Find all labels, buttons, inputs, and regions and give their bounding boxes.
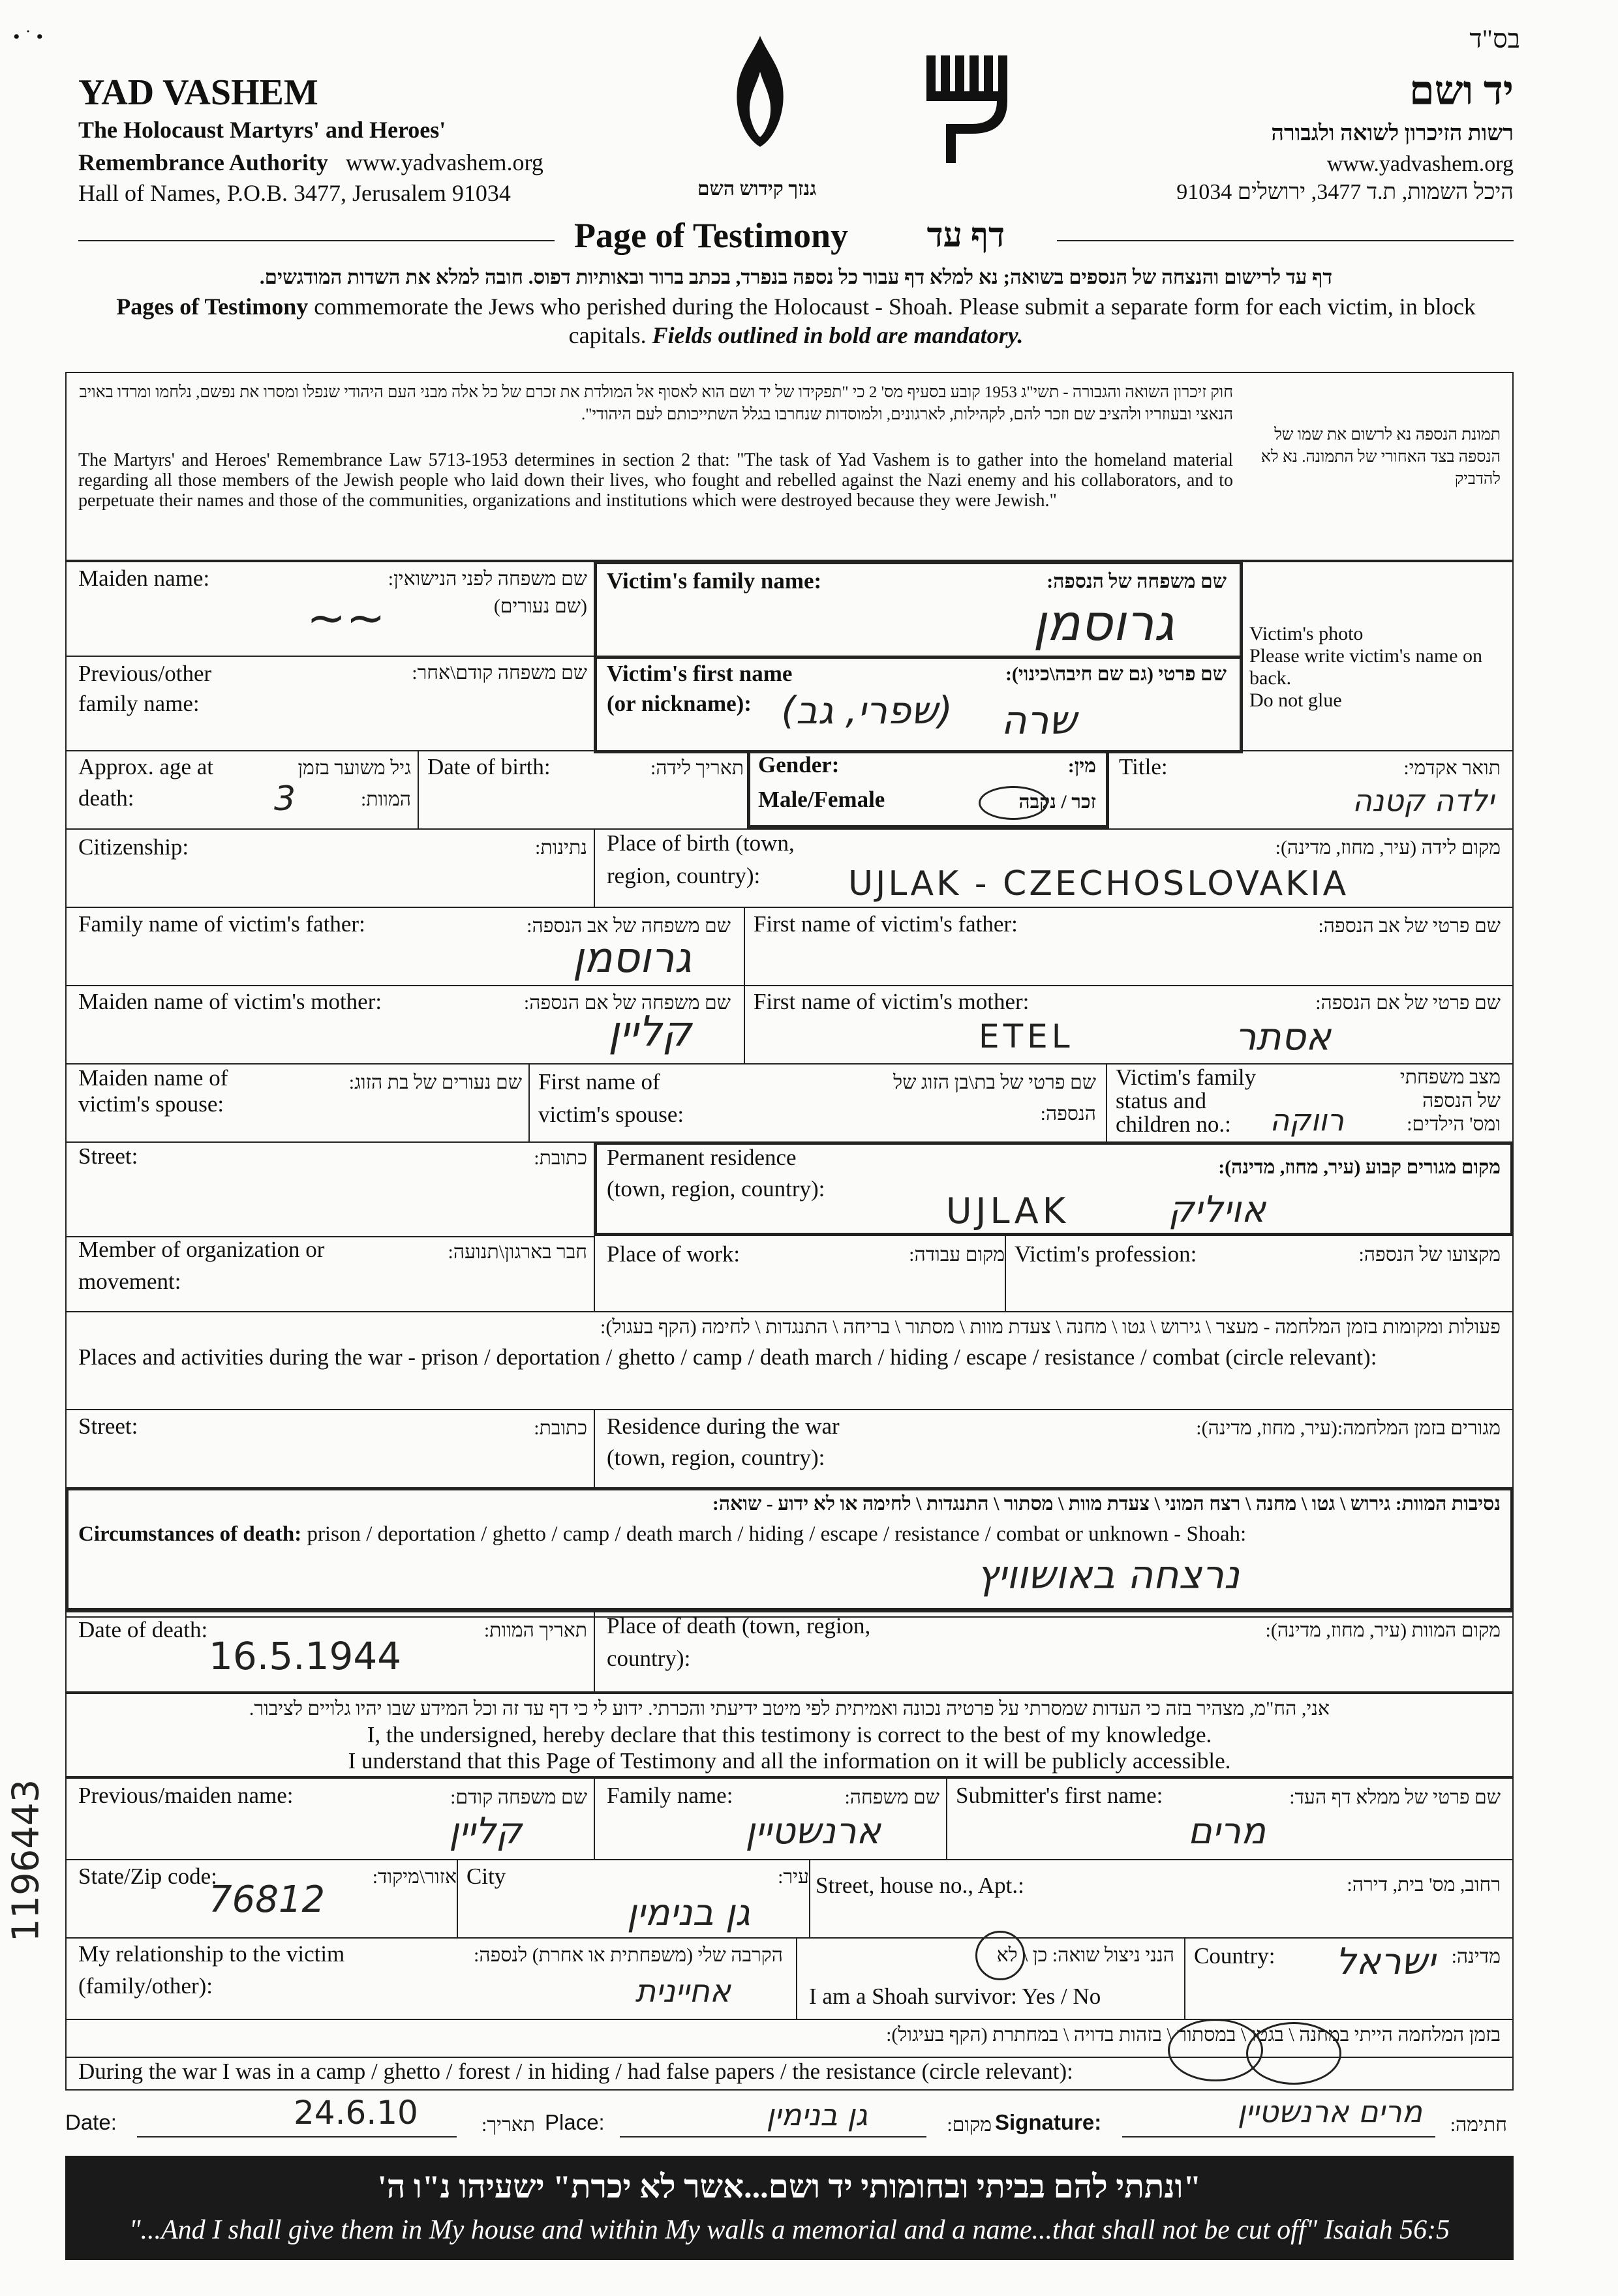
mother-maiden-label: Maiden name of victim's mother: <box>78 989 382 1014</box>
page-title-he: דף עד <box>926 217 1005 254</box>
photo-en-3: Do not glue <box>1249 689 1342 711</box>
subtitle-en-1: The Holocaust Martyrs' and Heroes' <box>78 117 446 143</box>
family-status-value: רווקה <box>1270 1102 1344 1138</box>
sub-first-label: Submitter's first name: <box>956 1783 1163 1808</box>
row4-bottom <box>65 907 1514 908</box>
sub-row-b-bottom <box>65 1937 1514 1939</box>
sub-camp-en: During the war I was in a camp / ghetto / forest / in hiding / had false papers / the resistance (circle relevant): <box>78 2059 1073 2084</box>
dod-label-he: תאריך המוות: <box>483 1620 587 1641</box>
declaration-he: אני, הח"מ, מצהיר בזה כי העדות שמסרתי על פרטיה נכונה ואמיתית לפי מיטב ידיעתי והכרתי. ידוע לי כי דף עד זה וכל המידע שבו יהיו גלויים לציבור. <box>249 1698 1330 1719</box>
footer-en: "...And I shall give them in My house and within My walls a memorial and a name...that shall not be cut off" Isaiah 56:5 <box>129 2215 1450 2245</box>
prev-family-label-he: שם משפחה קודם\אחר: <box>412 662 587 684</box>
circumstances-label-he: נסיבות המוות: גירוש \ גטו \ מחנה \ רצח המוני \ צעדת מוות \ מסתור \ התנגדות \ לחימה או לא ידוע - שואה: <box>712 1493 1501 1515</box>
photo-en-1: Victim's photo <box>1249 623 1364 644</box>
sub-prev-maiden-label-he: שם משפחה קודם: <box>450 1787 587 1808</box>
org-name-en: YAD VASHEM <box>78 72 318 113</box>
sub-country-label-he: מדינה: <box>1451 1946 1501 1967</box>
family-status-label <box>1116 1066 1256 1136</box>
date-line <box>137 2136 457 2137</box>
mother-maiden-value: קליין <box>608 1008 692 1056</box>
citizenship-label: Citizenship: <box>78 834 189 860</box>
father-first-label: First name of victim's father: <box>754 911 1018 937</box>
spouse-divider-1 <box>528 1063 530 1141</box>
gender-label-2: Male/Female <box>758 787 885 812</box>
spouse-first-label-1: First name of <box>538 1069 660 1095</box>
mother-first-label-he: שם פרטי של אם הנספה: <box>1315 992 1501 1014</box>
subtitle-en-2-text: Remembrance Authority <box>78 149 328 175</box>
family-status-he1: מצב משפחתי <box>1399 1066 1501 1088</box>
pob-value: UJLAK - CZECHOSLOVAKIA <box>848 864 1349 903</box>
row1-bottom <box>65 656 594 657</box>
sub-street-label: Street, house no., Apt.: <box>816 1873 1024 1898</box>
sub-relationship-label-2: (family/other): <box>78 1973 213 1999</box>
family-status-en1: Victim's family <box>1116 1065 1257 1090</box>
war-street-label-he: כתובת: <box>534 1417 587 1439</box>
circumstances-en-rest: prison / deportation / ghetto / camp / death march / hiding / escape / resistance / combat or unknown - Shoah: <box>301 1522 1247 1546</box>
mother-first-value: ETEL <box>979 1018 1074 1055</box>
family-status-label-he <box>1370 1066 1501 1136</box>
sub-camp-he: בזמן המלחמה הייתי במחנה \ בגטו \ במסתור \ בזהות בדויה \ במחתרת (הקף בעיגול): <box>886 2024 1501 2046</box>
maiden-name-label-he: שם משפחה לפני הנישואין: <box>388 568 587 590</box>
mother-maiden-label-he: שם משפחה של אם הנספה: <box>523 992 731 1014</box>
profession-label-he: מקצועו של הנספה: <box>1358 1244 1501 1265</box>
sub-family-label: Family name: <box>607 1783 733 1808</box>
sub-city-value: גן בנימין <box>626 1892 750 1934</box>
signature-label-he: חתימה: <box>1450 2114 1507 2136</box>
intro-en-rest: commemorate the Jews who perished during the Holocaust - Shoah. Please submit a separate form for each victim, in block capitals. <box>308 294 1476 348</box>
father-divider <box>744 907 745 985</box>
mother-first-label: First name of victim's mother: <box>754 989 1030 1014</box>
title-label-he: תואר אקדמי: <box>1403 757 1501 779</box>
war-places-he: פעולות ומקומות בזמן המלחמה - מעצר \ גירוש \ גטו \ מחנה \ צעדת מוות \ מסתור \ בריחה \ התנגדות \ לחימה (הקף בעגול): <box>600 1316 1501 1338</box>
org-name-he: יד ושם <box>1409 69 1514 113</box>
citizenship-divider <box>594 828 595 907</box>
father-family-label: Family name of victim's father: <box>78 911 365 937</box>
father-family-label-he: שם משפחה של אב הנספה: <box>527 915 731 937</box>
sub-first-value: מרים <box>1187 1810 1266 1852</box>
sub-divider-b2 <box>809 1859 810 1937</box>
pob-label-he: מקום לידה (עיר, מחוז, מדינה): <box>1275 837 1501 858</box>
war-street-label: Street: <box>78 1413 138 1439</box>
member-org-label-1: Member of organization or <box>78 1237 325 1262</box>
work-place-label: Place of work: <box>607 1241 740 1267</box>
father-first-label-he: שם פרטי של אב הנספה: <box>1318 915 1501 937</box>
first-name-label-2: (or nickname): <box>607 691 752 716</box>
street-label-he: כתובת: <box>534 1147 587 1169</box>
row10-bottom <box>65 1409 1514 1410</box>
sub-relationship-label-1: My relationship to the victim <box>78 1941 345 1967</box>
first-name-value-2: (שפרי, גב) <box>781 688 953 733</box>
family-name-label-he: שם משפחה של הנספה: <box>1046 571 1227 592</box>
logo-caption: גנזך קידוש השם <box>697 178 817 200</box>
dob-label: Date of birth: <box>427 754 551 779</box>
sub-country-value: ישראל <box>1335 1941 1435 1983</box>
street-label: Street: <box>78 1143 138 1169</box>
residence-value: UJLAK <box>946 1190 1070 1231</box>
intro-en <box>78 292 1514 350</box>
date-label-he: תאריך: <box>481 2114 535 2136</box>
dod-label: Date of death: <box>78 1617 208 1642</box>
date-value: 24.6.10 <box>294 2094 418 2132</box>
maiden-name-scribble: ~~ <box>307 590 386 645</box>
law-text-en: The Martyrs' and Heroes' Remembrance Law 5713-1953 determines in section 2 that: "The task of Yad Vashem is to gather into the homeland material regarding all those members of the Jewish people who laid down their lives, who fought and rebelled against the Nazi enemy and his collaborators, and to perpetuate their names and those of the communities, organizations and institutions which were destroyed because they were Jewish." <box>78 450 1233 511</box>
sub-row-a-bottom <box>65 1859 1514 1860</box>
age-label-1: Approx. age at <box>78 754 214 779</box>
gender-circle <box>979 786 1048 820</box>
residence-value-he: אויליק <box>1168 1188 1266 1231</box>
place-label: Place: <box>545 2110 605 2134</box>
sub-country-label: Country: <box>1194 1943 1275 1969</box>
website-he: www.yadvashem.org <box>1326 152 1514 176</box>
spouse-maiden-label-1: Maiden name of <box>78 1065 228 1091</box>
sub-family-label-he: שם משפחה: <box>844 1787 939 1808</box>
photo-text-he: תמונת הנספה נא לרשום את שמו של הנספה בצד האחורי של התמונה. נא לא להדביק <box>1260 426 1501 488</box>
mother-first-value-he: אסתר <box>1234 1014 1331 1059</box>
work-place-label-he: מקום עבודה: <box>909 1244 1005 1265</box>
dod-value: 16.5.1944 <box>209 1634 402 1678</box>
place-line <box>620 2136 926 2137</box>
age-label-he1: גיל משוער בזמן <box>298 757 411 779</box>
camp-row-box <box>65 2019 1514 2091</box>
website-en: www.yadvashem.org <box>345 149 543 175</box>
first-name-value: שרה <box>1001 698 1076 744</box>
age-divider <box>418 750 419 828</box>
row6-bottom <box>65 1063 1514 1065</box>
family-status-en2: status and <box>1116 1088 1207 1113</box>
footer-he: "ונתתי להם בביתי ובחומותי יד ושם...אשר לא יכרת" ישעיהו נ"ו ה' <box>377 2168 1202 2205</box>
title-rule-left <box>78 240 555 241</box>
pod-label-1: Place of death (town, region, <box>607 1613 871 1639</box>
war-places-en: Places and activities during the war - prison / deportation / ghetto / camp / death march / hiding / escape / resistance / combat (circle relevant): <box>78 1344 1377 1370</box>
subtitle-he: רשות הזיכרון לשואה ולגבורה <box>1271 121 1514 145</box>
intro-en-italic: Fields outlined in bold are mandatory. <box>652 322 1024 348</box>
spouse-maiden-label-he: שם נעורים של בת הזוג: <box>348 1072 522 1093</box>
member-org-label-2: movement: <box>78 1269 181 1294</box>
sub-relationship-label-he: הקרבה שלי (משפחתית או אחרת) לנספה: <box>474 1944 783 1966</box>
sub-city-label: City <box>466 1864 506 1889</box>
family-status-he3: ומס' הילדים: <box>1407 1113 1501 1135</box>
family-status-en3: children no.: <box>1116 1111 1231 1137</box>
title-label: Title: <box>1119 754 1168 779</box>
org-divider <box>594 1236 595 1311</box>
pob-label-2: region, country): <box>607 863 761 888</box>
work-divider <box>1005 1236 1006 1311</box>
pod-label-he: מקום המוות (עיר, מחוז, מדינה): <box>1265 1620 1501 1641</box>
age-label-he2: המוות: <box>360 789 411 810</box>
citizenship-label-he: נתינות: <box>535 837 587 858</box>
sub-street-label-he: רחוב, מס' בית, דירה: <box>1347 1874 1501 1896</box>
gender-label-he1: מין: <box>1067 755 1096 777</box>
spouse-maiden-label-2: victim's spouse: <box>78 1091 224 1117</box>
sub-prev-maiden-value: קליין <box>449 1810 522 1852</box>
place-label-he: מקום: <box>947 2114 992 2136</box>
intro-en-bold: Pages of Testimony <box>116 294 309 320</box>
circumstances-value: נרצחה באושוויץ <box>976 1552 1240 1598</box>
corner-mark: בס"ד <box>1469 24 1520 53</box>
spouse-first-label-he2: הנספה: <box>1040 1103 1096 1125</box>
sub-divider-a2 <box>946 1777 947 1859</box>
family-name-label: Victim's family name: <box>607 568 822 594</box>
sub-divider-a1 <box>594 1777 595 1859</box>
signature-value: מרים ארנשטיין <box>1237 2094 1422 2129</box>
prev-family-label-2: family name: <box>78 691 200 716</box>
maiden-name-label-he2: (שם נעורים) <box>493 596 587 617</box>
date-label: Date: <box>65 2110 117 2134</box>
sub-survivor-he: הנני ניצול שואה: כן \ לא <box>996 1944 1174 1966</box>
mother-divider <box>744 985 745 1063</box>
circumstances-label-en <box>78 1521 1246 1547</box>
sub-divider-b1 <box>457 1859 458 1937</box>
spouse-first-label-he1: שם פרטי של בת\בן הזוג של <box>893 1072 1096 1093</box>
residence-label-he: מקום מגורים קבוע (עיר, מחוז, מדינה): <box>1218 1156 1501 1178</box>
death-row-box <box>65 1611 1514 1693</box>
gender-label-he2: זכר / נקבה <box>1018 791 1096 813</box>
declaration-en-1: I, the undersigned, hereby declare that this testimony is correct to the best of my knowledge. <box>367 1722 1212 1747</box>
flame-logo <box>724 33 796 157</box>
maiden-name-label: Maiden name: <box>78 566 210 591</box>
father-family-value: גרוסמן <box>572 934 692 982</box>
prev-family-label-1: Previous/other <box>78 661 212 686</box>
war-street-divider <box>594 1409 595 1487</box>
sub-divider-c1 <box>796 1937 797 2019</box>
sub-survivor-en: I am a Shoah survivor: Yes / No <box>809 1984 1101 2009</box>
gender-label-1: Gender: <box>758 752 840 778</box>
declaration-en-2: I understand that this Page of Testimony and all the information on it will be publicly accessible. <box>348 1748 1231 1774</box>
corner-dots: • ˙ • <box>13 26 43 48</box>
first-name-label-1: Victim's first name <box>607 661 793 686</box>
menorah-logo <box>920 49 1018 166</box>
title-value: ילדה קטנה <box>1352 783 1494 818</box>
spouse-divider-2 <box>1106 1063 1107 1141</box>
profession-label: Victim's profession: <box>1015 1241 1197 1267</box>
circumstances-en-bold: Circumstances of death: <box>78 1522 302 1546</box>
row9-bottom <box>65 1311 1514 1312</box>
sub-prev-maiden-label: Previous/maiden name: <box>78 1783 294 1808</box>
sub-first-label-he: שם פרטי של ממלא דף העד: <box>1289 1787 1501 1808</box>
law-text-he: חוק זיכרון השואה והגבורה - תשי"ג 1953 קובע בסעיף מס' 2 כי "תפקידו של יד ושם הוא לאסוף אל המולדת את זכרם של כל אלה מבני העם היהודי שנפלו ומסרו את נפשם, נלחמו ומרדו באויב הנאצי ובעוזריו ולהציב שם וזכר להם, לקהילות, לארגונים, ולמוסדות שנחרבו בגלל השתייכותם לעם היהודי". <box>79 384 1233 423</box>
age-value: 3 <box>274 779 296 819</box>
sub-divider-c2 <box>1184 1937 1185 2019</box>
side-number: 1196443 <box>5 1779 48 1942</box>
row5-bottom <box>65 985 1514 986</box>
subtitle-en-2 <box>78 149 543 176</box>
address-he: היכל השמות, ת.ד 3477, ירושלים 91034 <box>1176 180 1514 204</box>
page-title-en: Page of Testimony <box>574 216 849 255</box>
signature-label: Signature: <box>995 2110 1102 2134</box>
title-rule-right <box>1057 240 1514 241</box>
pod-label-2: country): <box>607 1646 691 1671</box>
family-name-value: גרוסמן <box>1033 594 1174 652</box>
residence-label-2: (town, region, country): <box>607 1176 825 1201</box>
war-residence-label-1: Residence during the war <box>607 1413 840 1439</box>
photo-en-2: Please write victim's name on back. <box>1249 645 1482 689</box>
signature-line <box>1122 2136 1435 2137</box>
sub-zip-value: 76812 <box>209 1879 326 1921</box>
sub-relationship-value: אחיינית <box>635 1973 731 2010</box>
intro-he: דף עד לרישום והנצחה של הנספים בשואה; נא למלא דף עבור כל נספה בנפרד, בכתב ברור ובאותיות דפוס. חובה למלא את השדות המודגשים. <box>259 265 1333 288</box>
sub-survivor-no-circle <box>975 1931 1025 1980</box>
pob-label-1: Place of birth (town, <box>607 830 795 856</box>
family-status-he2: של הנספה <box>1422 1090 1501 1111</box>
sub-zip-label-he: אזור\מיקוד: <box>372 1866 457 1888</box>
address-en: Hall of Names, P.O.B. 3477, Jerusalem 91034 <box>78 180 511 206</box>
war-residence-label-2: (town, region, country): <box>607 1445 825 1470</box>
dob-label-he: תאריך לידה: <box>650 757 744 779</box>
sub-city-label-he: עיר: <box>778 1866 809 1888</box>
member-org-label-he: חבר בארגון\תנועה: <box>448 1241 587 1263</box>
first-name-label-he: שם פרטי (גם שם חיבה\כינוי): <box>1005 663 1227 685</box>
residence-label-1: Permanent residence <box>607 1145 797 1170</box>
war-residence-label-he: מגורים בזמן המלחמה:(עיר, מחוז, מדינה): <box>1196 1417 1501 1439</box>
sub-zip-label: State/Zip code: <box>78 1864 217 1889</box>
sub-family-value: ארנשטיין <box>745 1810 881 1852</box>
spouse-first-label-2: victim's spouse: <box>538 1102 684 1127</box>
age-label-2: death: <box>78 785 134 811</box>
place-value: גן בנימין <box>766 2097 868 2132</box>
